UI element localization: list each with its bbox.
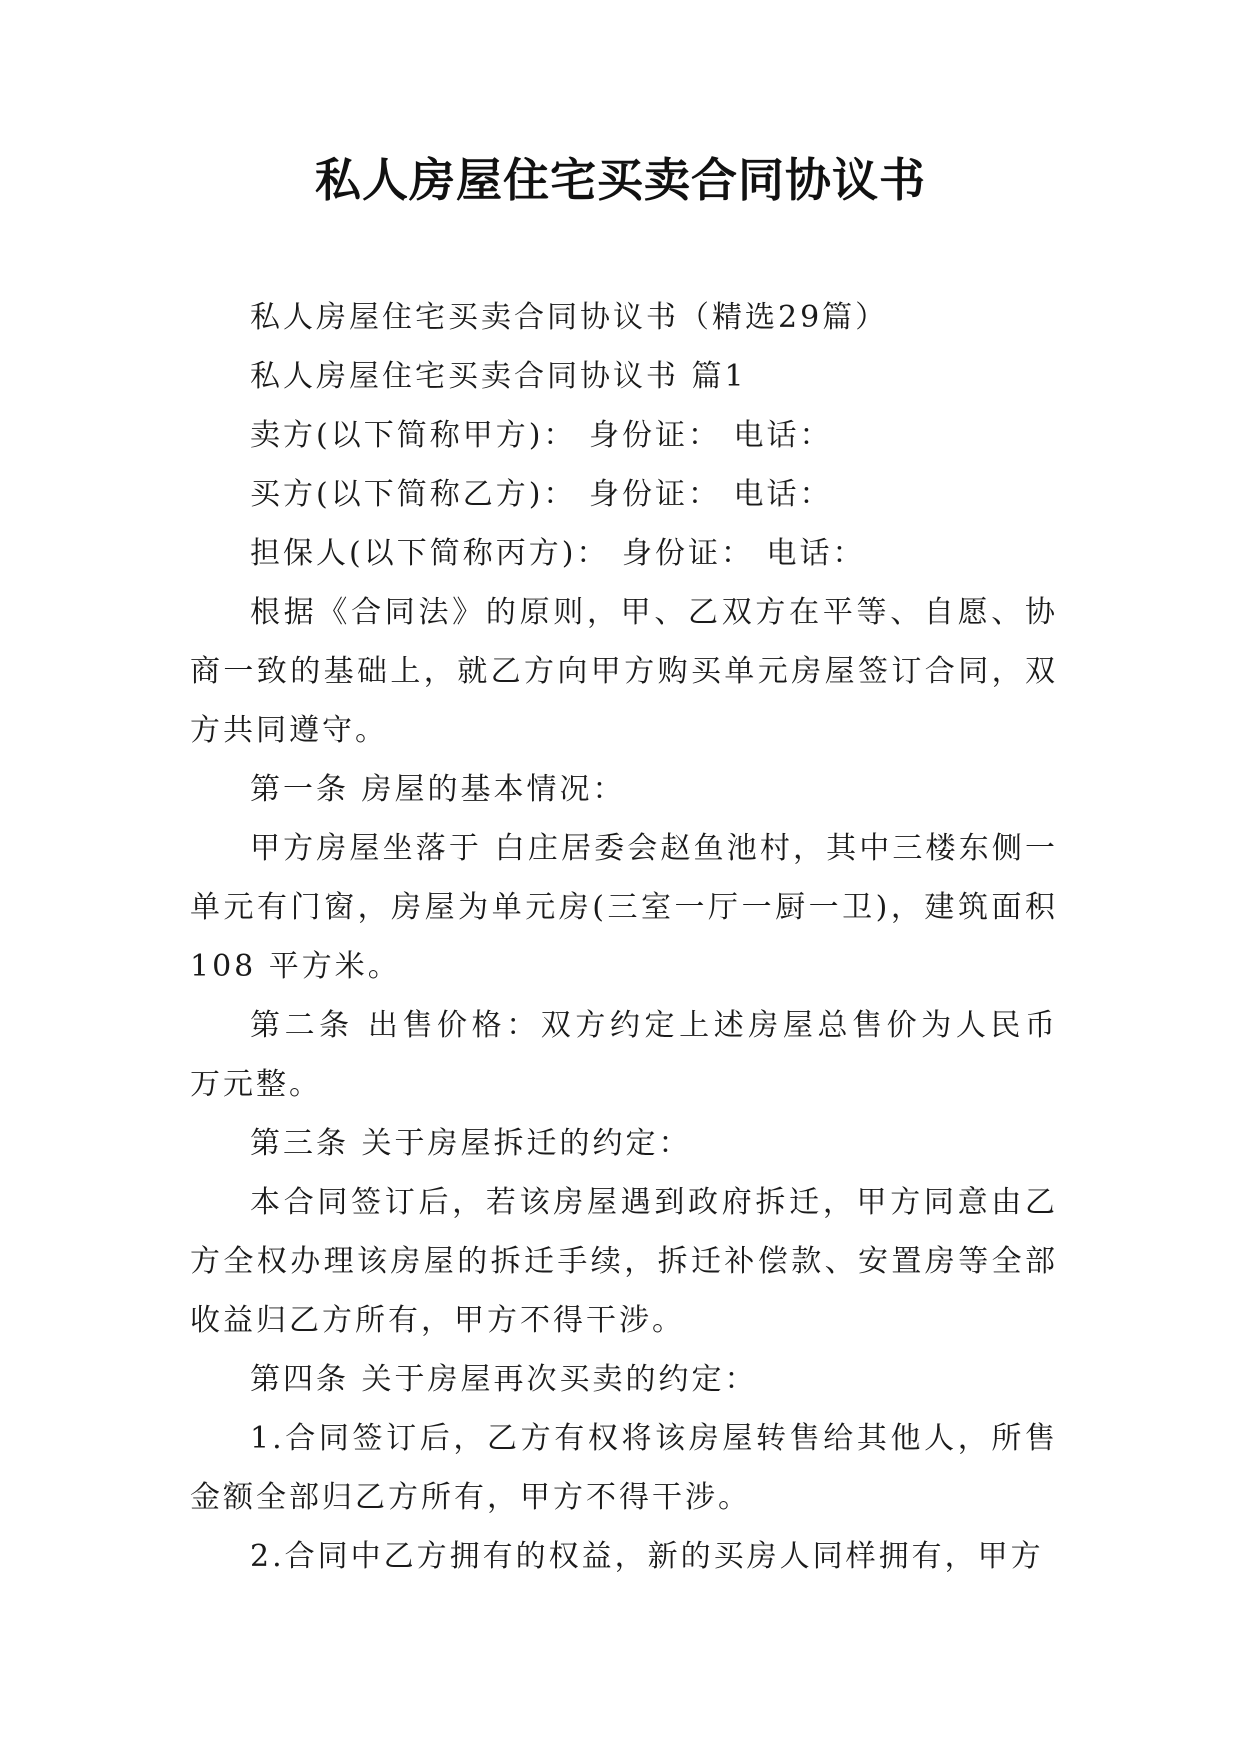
seller-info-line: 卖方(以下简称甲方)： 身份证： 电话：	[250, 418, 833, 453]
article-4-item-2: 2.合同中乙方拥有的权益，新的买房人同样拥有，甲方	[250, 1539, 1044, 1574]
document-body	[190, 288, 1058, 1586]
document-subtitle: 私人房屋住宅买卖合同协议书（精选29篇）	[250, 300, 889, 335]
preamble-paragraph: 根据《合同法》的原则，甲、乙双方在平等、自愿、协商一致的基础上，就乙方向甲方购买单元房屋签订合同，双方共同遵守。	[190, 595, 1058, 748]
article-2-paragraph: 第二条 出售价格：双方约定上述房屋总售价为人民币 万元整。	[190, 1008, 1058, 1102]
section-heading: 私人房屋住宅买卖合同协议书 篇1	[250, 359, 747, 394]
buyer-info-line: 买方(以下简称乙方)： 身份证： 电话：	[250, 477, 833, 512]
article-4-heading: 第四条 关于房屋再次买卖的约定：	[250, 1362, 758, 1397]
article-1-paragraph: 甲方房屋坐落于 白庄居委会赵鱼池村，其中三楼东侧一单元有门窗，房屋为单元房(三室一厅一厨一卫)，建筑面积108 平方米。	[190, 831, 1058, 984]
article-4-item-1: 1.合同签订后，乙方有权将该房屋转售给其他人，所售金额全部归乙方所有，甲方不得干涉。	[190, 1421, 1058, 1515]
article-3-heading: 第三条 关于房屋拆迁的约定：	[250, 1126, 692, 1161]
article-1-heading: 第一条 房屋的基本情况：	[250, 772, 626, 807]
article-3-paragraph: 本合同签订后，若该房屋遇到政府拆迁，甲方同意由乙方全权办理该房屋的拆迁手续，拆迁补偿款、安置房等全部收益归乙方所有，甲方不得干涉。	[190, 1185, 1058, 1338]
guarantor-info-line: 担保人(以下简称丙方)： 身份证： 电话：	[250, 536, 866, 571]
document-title: 私人房屋住宅买卖合同协议书	[315, 153, 926, 207]
